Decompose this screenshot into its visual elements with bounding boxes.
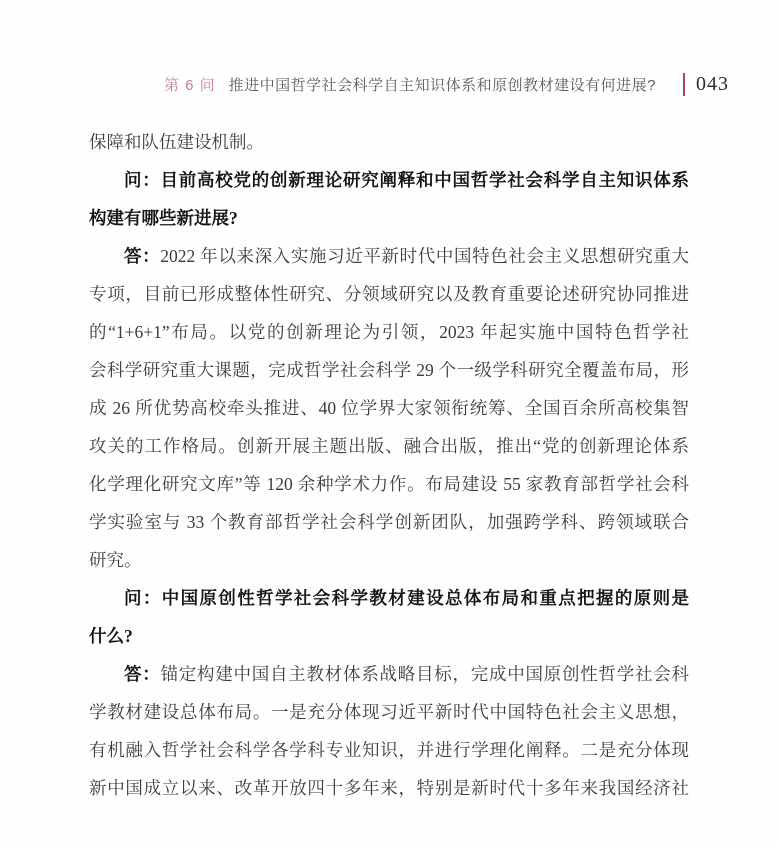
body-line: 的“1+6+1”布局。以党的创新理论为引领，2023 年起实施中国特色哲学社: [89, 322, 689, 342]
text-block: [89, 123, 689, 807]
body-line: 学实验室与 33 个教育部哲学社会科学创新团队，加强跨学科、跨领域联合: [89, 512, 689, 532]
body-line: 专项，目前已形成整体性研究、分领域研究以及教育重要论述研究协同推进: [89, 284, 689, 304]
qa-label: 答：: [124, 664, 161, 684]
qa-label: 答：: [124, 246, 161, 266]
page-number: 043: [696, 72, 729, 95]
qa-label: 问：: [124, 170, 161, 190]
header-divider: [683, 73, 685, 96]
body-line: 会科学研究重大课题，完成哲学社会科学 29 个一级学科研究全覆盖布局，形: [89, 360, 689, 380]
body-line: 答：锚定构建中国自主教材体系战略目标，完成中国原创性哲学社会科: [124, 664, 689, 684]
body-line: 新中国成立以来、改革开放四十多年来，特别是新时代十多年来我国经济社: [89, 778, 689, 798]
body-line: 学教材建设总体布局。一是充分体现习近平新时代中国特色社会主义思想，: [89, 702, 689, 722]
body-line: 化学理化研究文库”等 120 余种学术力作。布局建设 55 家教育部哲学社会科: [89, 474, 689, 494]
body-line: 研究。: [89, 550, 142, 570]
body-line: 成 26 所优势高校牵头推进、40 位学界大家领衔统筹、全国百余所高校集智: [89, 398, 689, 418]
question-line: 构建有哪些新进展?: [89, 208, 238, 228]
body-line: 保障和队伍建设机制。: [89, 132, 264, 152]
question-line: 问：中国原创性哲学社会科学教材建设总体布局和重点把握的原则是: [124, 588, 689, 608]
body-line: 攻关的工作格局。创新开展主题出版、融合出版，推出“党的创新理论体系: [89, 436, 689, 456]
chapter-label: 第 6 问: [163, 76, 216, 94]
question-line: 什么?: [89, 626, 133, 646]
page-header: [164, 70, 729, 98]
body-line: 有机融入哲学社会科学各学科专业知识，并进行学理化阐释。二是充分体现: [89, 740, 689, 760]
body-line: 答：2022 年以来深入实施习近平新时代中国特色社会主义思想研究重大: [124, 246, 689, 266]
question-line: 问：目前高校党的创新理论研究阐释和中国哲学社会科学自主知识体系: [124, 170, 689, 190]
running-title: 推进中国哲学社会科学自主知识体系和原创教材建设有何进展?: [228, 76, 656, 94]
qa-label: 问：: [124, 588, 162, 608]
